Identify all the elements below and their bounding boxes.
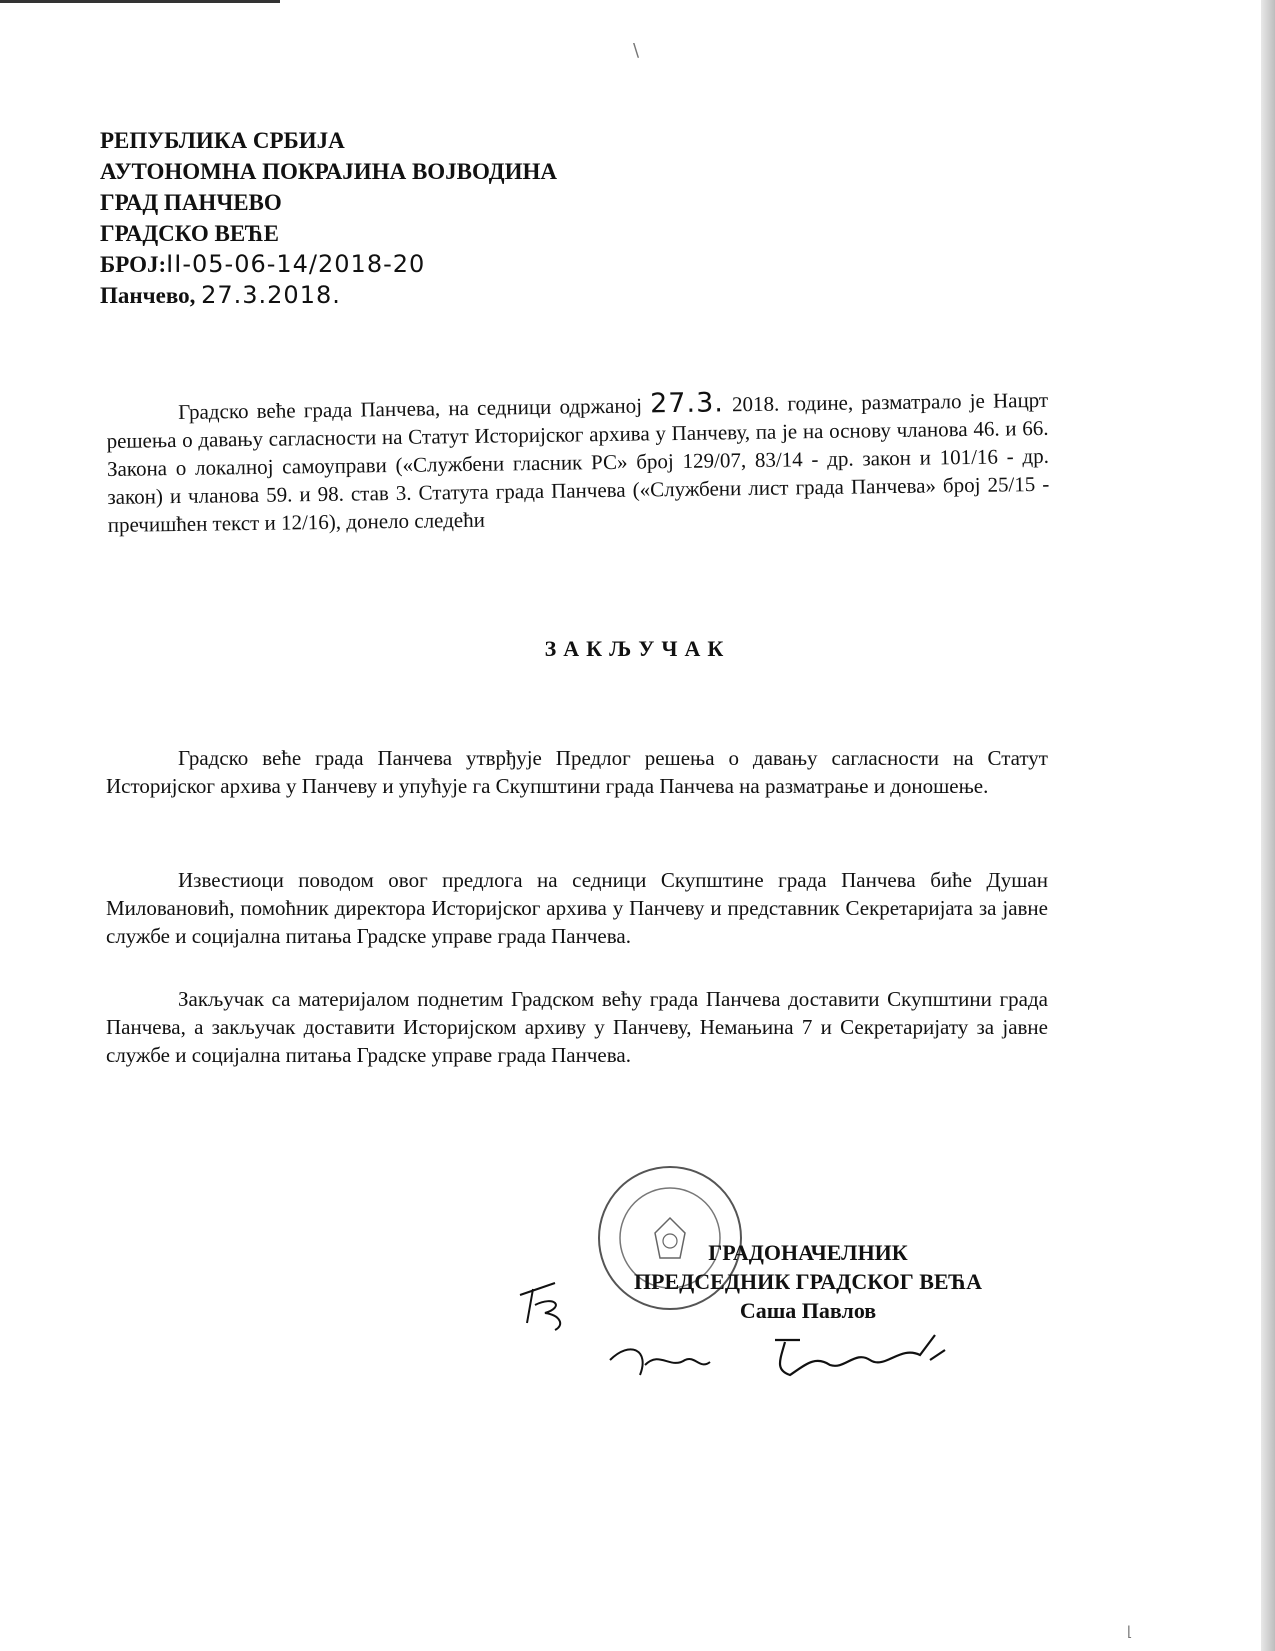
conclusion-paragraph: Градско веће града Панчева утврђује Предлог решења о давању сагласности на Статут Историјског архива у Панчеву и упућује га Скупштини града Панчева на разматрање и доношење. (106, 746, 1048, 798)
header-line-council: ГРАДСКО ВЕЋЕ (100, 221, 279, 246)
signatory-title-president: ПРЕДСЕДНИК ГРАДСКОГ ВЕЋА (633, 1269, 983, 1294)
scan-edge-right (1261, 0, 1275, 1651)
header-line-province: АУТОНОМНА ПОКРАЈИНА ВОЈВОДИНА (100, 159, 557, 184)
rapporteurs-paragraph: Известиоци поводом овог предлога на седници Скупштине града Панчева биће Душан Миловановић, помоћник директора Историјског архива у Панчеву и представник Секретаријата за јавне службе и социјална питања Градске управе града Панчева. (106, 868, 1048, 948)
signatory-name: Саша Павлов (739, 1298, 877, 1323)
intro-paragraph (106, 385, 1050, 539)
paraph-initials-icon (515, 1275, 575, 1335)
scan-speck: ⌊ (1127, 1624, 1133, 1640)
signature-block (598, 1238, 1018, 1325)
reference-number-value: II-05-06-14/2018-20 (166, 250, 426, 278)
document-title: ЗАКЉУЧАК (544, 636, 731, 661)
session-date-handwritten: 27.3. (649, 387, 725, 420)
intro-text-rest: 2018. године, разматрало је Нацрт решења о давању сагласности на Статут Историјског архива у Панчеву, па је на основу чланова 46. и 66. Закона о локалној самоуправи («Службени гласник РС» број 129/07, 83/14 - др. закон и 101/16 - др. закон) и чланова 59. и 98. став 3. Статута града Панчева («Службени лист града Панчева» број 25/15 - пречишћен текст и 12/16), донело следећи (106, 387, 1050, 537)
letterhead (100, 125, 557, 311)
handwritten-signature-icon (600, 1320, 980, 1390)
delivery-paragraph: Закључак са материјалом поднетим Градском већу града Панчева доставити Скупштини града Панчева, а закључак доставити Историјском архиву у Панчеву, Немањина 7 и Секретаријату за јавне службе и социјална питања Градске управе града Панчева. (106, 987, 1048, 1067)
header-line-city: ГРАД ПАНЧЕВО (100, 190, 282, 215)
reference-number-label: БРОЈ: (100, 252, 167, 277)
place-label: Панчево, (100, 283, 196, 308)
header-line-republic: РЕПУБЛИКА СРБИЈА (100, 128, 345, 153)
reference-number (100, 249, 557, 280)
place-date (100, 280, 557, 311)
intro-text-start: Градско веће града Панчева, на седници одржаној (178, 393, 651, 424)
scan-speck: \ (633, 40, 640, 61)
scan-edge-top (0, 0, 280, 3)
signatory-title-mayor: ГРАДОНАЧЕЛНИК (708, 1240, 908, 1265)
handwritten-date: 27.3.2018. (201, 281, 341, 309)
